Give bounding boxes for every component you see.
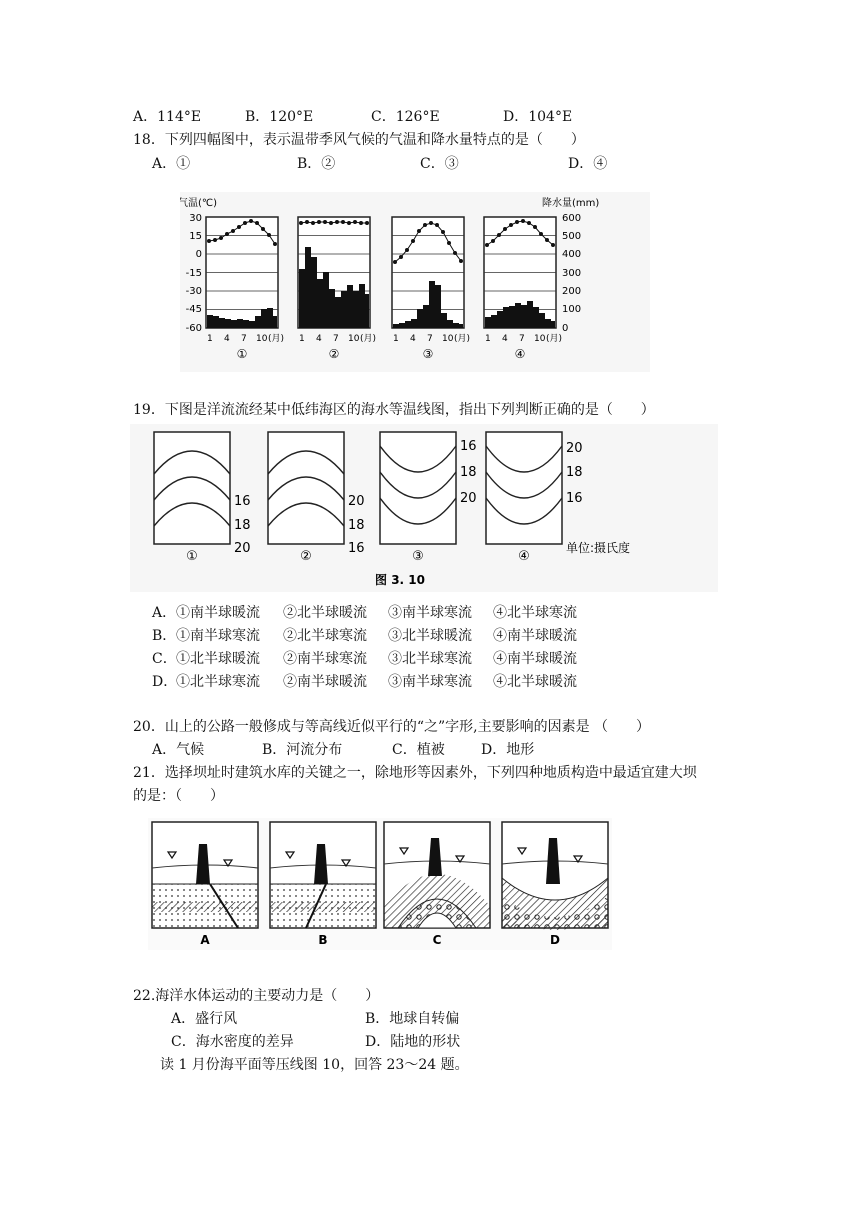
month-tick: 7: [333, 334, 339, 344]
climate-panel-3: [392, 217, 464, 328]
option-item: ③北半球暖流: [388, 628, 472, 644]
month-tick: (月): [360, 334, 377, 344]
q22-option-c: C．海水密度的差异: [171, 1034, 294, 1050]
panel-label: B: [318, 933, 328, 947]
temp-curve: [301, 222, 367, 223]
q20-option-c: C．植被: [392, 742, 445, 758]
dam-geology-svg: [148, 818, 612, 950]
climate-panel-2: [298, 217, 370, 328]
option-item: ④南半球暖流: [493, 651, 577, 667]
q18-option-d: D．④: [568, 156, 608, 172]
isotherm-figure: [130, 424, 718, 592]
q17-option-b: [245, 108, 313, 126]
isotherm-value: 20: [566, 441, 583, 456]
q21-stem-line2: 的是：（ ）: [133, 788, 224, 804]
q20-option-a: A．气候: [152, 742, 205, 758]
isotherm-labels: [234, 494, 251, 556]
tick-label: 300: [562, 268, 582, 279]
tick-label: -15: [185, 268, 202, 279]
dam-panel-b: [270, 822, 376, 928]
option-item: ①南半球暖流: [176, 605, 260, 621]
reading-instruction: 读 1 月份海平面等压线图 10，回答 23～24 题。: [160, 1057, 469, 1073]
q22-option-b: B．地球自转偏: [365, 1011, 460, 1027]
option-item: ②南半球暖流: [283, 674, 367, 690]
month-tick: 10: [348, 334, 360, 344]
q18-option-b: B．②: [297, 156, 336, 172]
isotherm-value: 18: [348, 518, 365, 533]
tick-label: 500: [562, 231, 582, 242]
climate-charts-figure: [180, 192, 650, 372]
dam-panel-c: [384, 822, 490, 928]
q18-stem: 18．下列四幅图中，表示温带季风气候的气温和降水量特点的是（ ）: [133, 132, 585, 148]
month-tick: 4: [224, 334, 230, 344]
month-tick: (月): [268, 334, 285, 344]
isotherm-labels: [348, 494, 365, 556]
option-text: 104°E: [528, 109, 573, 125]
tick-label: 400: [562, 249, 582, 260]
tick-label: 0: [195, 249, 202, 260]
isotherm-panel-1: [154, 432, 251, 556]
panel-label: ③: [412, 549, 424, 564]
isotherm-value: 18: [234, 518, 251, 533]
isotherm-value: 18: [566, 465, 583, 480]
month-tick: 10: [256, 334, 268, 344]
panel-frame: [486, 432, 562, 544]
tick-label: -45: [185, 304, 202, 315]
option-text: 120°E: [269, 109, 314, 125]
q22-option-d: D．陆地的形状: [365, 1034, 461, 1050]
panel-label: ④: [514, 347, 526, 361]
panel-label: C: [432, 933, 442, 947]
option-item: ②南半球寒流: [283, 651, 367, 667]
q22-option-a: A．盛行风: [171, 1011, 238, 1027]
month-tick: (月): [454, 334, 471, 344]
panel-label: ②: [300, 549, 312, 564]
isotherm-value: 16: [566, 491, 583, 506]
tick-label: 15: [189, 231, 202, 242]
month-tick: 7: [519, 334, 525, 344]
dam-panel-d: [502, 822, 608, 930]
panel-label: ②: [328, 347, 340, 361]
climate-panel-4: [484, 217, 556, 328]
option-item: ②北半球寒流: [283, 628, 367, 644]
option-letter: B．: [245, 109, 270, 125]
tick-label: 0: [562, 323, 569, 334]
option-letter: A．: [133, 109, 158, 125]
month-tick: 4: [316, 334, 322, 344]
right-ticks: [562, 213, 581, 334]
q18-option-c: C．③: [420, 156, 459, 172]
q18-option-a: A．①: [152, 156, 191, 172]
isotherm-value: 16: [234, 494, 251, 509]
month-tick: 7: [241, 334, 247, 344]
month-tick: (月): [546, 334, 563, 344]
tick-label: 200: [562, 286, 582, 297]
option-item: ①北半球暖流: [176, 651, 260, 667]
month-tick: 4: [502, 334, 508, 344]
climate-panel-1: [206, 217, 278, 328]
tick-label: -30: [185, 286, 202, 297]
month-tick: 1: [485, 334, 491, 344]
panel-labels: [237, 347, 526, 361]
isotherm-panel-4: [486, 432, 630, 555]
isotherm-panel-3: [380, 432, 477, 544]
panel-labels: [200, 933, 560, 947]
option-letter: C．: [152, 651, 177, 667]
isotherm-labels: [460, 439, 477, 506]
month-ticks: [207, 333, 562, 344]
isotherm-labels: [566, 441, 583, 506]
option-letter: D．: [503, 109, 529, 125]
rock-layer: [270, 902, 376, 912]
isotherm-svg: [130, 424, 718, 592]
q17-option-d: [503, 108, 572, 126]
q22-stem: 22.海洋水体运动的主要动力是（ ）: [133, 988, 380, 1004]
month-tick: 7: [427, 334, 433, 344]
dam-panel-a: [152, 822, 258, 928]
tick-label: 30: [189, 213, 202, 224]
isotherm-value: 20: [348, 494, 365, 509]
left-ticks: [186, 213, 202, 334]
q20-option-b: B．河流分布: [262, 742, 343, 758]
panel-label: ①: [236, 347, 248, 361]
isotherm-value: 20: [460, 491, 477, 506]
month-tick: 1: [207, 334, 213, 344]
right-axis-title: 降水量(mm): [542, 198, 600, 209]
q17-option-a: [133, 108, 201, 126]
option-item: ③南半球寒流: [388, 605, 472, 621]
option-item: ①北半球寒流: [176, 674, 260, 690]
q17-option-c: [371, 108, 440, 126]
isotherm-value: 20: [234, 541, 251, 556]
panel-label: ④: [518, 549, 530, 564]
panel-label: A: [200, 933, 210, 947]
rock-layer: [152, 902, 258, 912]
option-item: ③南半球寒流: [388, 674, 472, 690]
panel-label: D: [550, 933, 560, 947]
month-tick: 10: [442, 334, 454, 344]
option-item: ④南半球暖流: [493, 628, 577, 644]
tick-label: 100: [562, 304, 582, 315]
isotherm-value: 16: [348, 541, 365, 556]
month-tick: 10: [534, 334, 546, 344]
month-tick: 4: [410, 334, 416, 344]
tick-label: -60: [185, 323, 202, 334]
figure-caption: 图 3. 10: [375, 573, 425, 587]
month-tick: 1: [393, 334, 399, 344]
option-item: ④北半球暖流: [493, 674, 577, 690]
isotherm-panel-2: [268, 432, 365, 556]
option-letter: A．: [152, 605, 177, 621]
panel-label: ③: [422, 347, 434, 361]
option-letter: D．: [152, 674, 178, 690]
option-letter: B．: [152, 628, 177, 644]
option-item: ②北半球暖流: [283, 605, 367, 621]
isotherm-value: 18: [460, 465, 477, 480]
option-item: ③北半球寒流: [388, 651, 472, 667]
option-text: 114°E: [157, 109, 202, 125]
climate-charts-svg: [180, 192, 650, 372]
month-tick: 1: [299, 334, 305, 344]
tick-label: 600: [562, 213, 582, 224]
option-letter: C．: [371, 109, 396, 125]
panel-frame: [380, 432, 456, 544]
dam-geology-figure: [148, 818, 612, 950]
left-axis-title: 气温(℃): [180, 198, 218, 209]
option-item: ①南半球寒流: [176, 628, 260, 644]
q21-stem-line1: 21．选择坝址时建筑水库的关键之一，除地形等因素外，下列四种地质构造中最适宜建大坝: [133, 765, 697, 781]
option-item: ④北半球寒流: [493, 605, 577, 621]
q20-option-d: D．地形: [481, 742, 535, 758]
option-text: 126°E: [395, 109, 440, 125]
isotherm-value: 16: [460, 439, 477, 454]
panel-label: ①: [186, 549, 198, 564]
unit-label: 单位:摄氏度: [566, 541, 631, 555]
q20-stem: 20．山上的公路一般修成与等高线近似平行的“之”字形,主要影响的因素是 （ ）: [133, 719, 651, 735]
q19-stem: 19．下图是洋流流经某中低纬海区的海水等温线图，指出下列判断正确的是（ ）: [133, 402, 655, 418]
